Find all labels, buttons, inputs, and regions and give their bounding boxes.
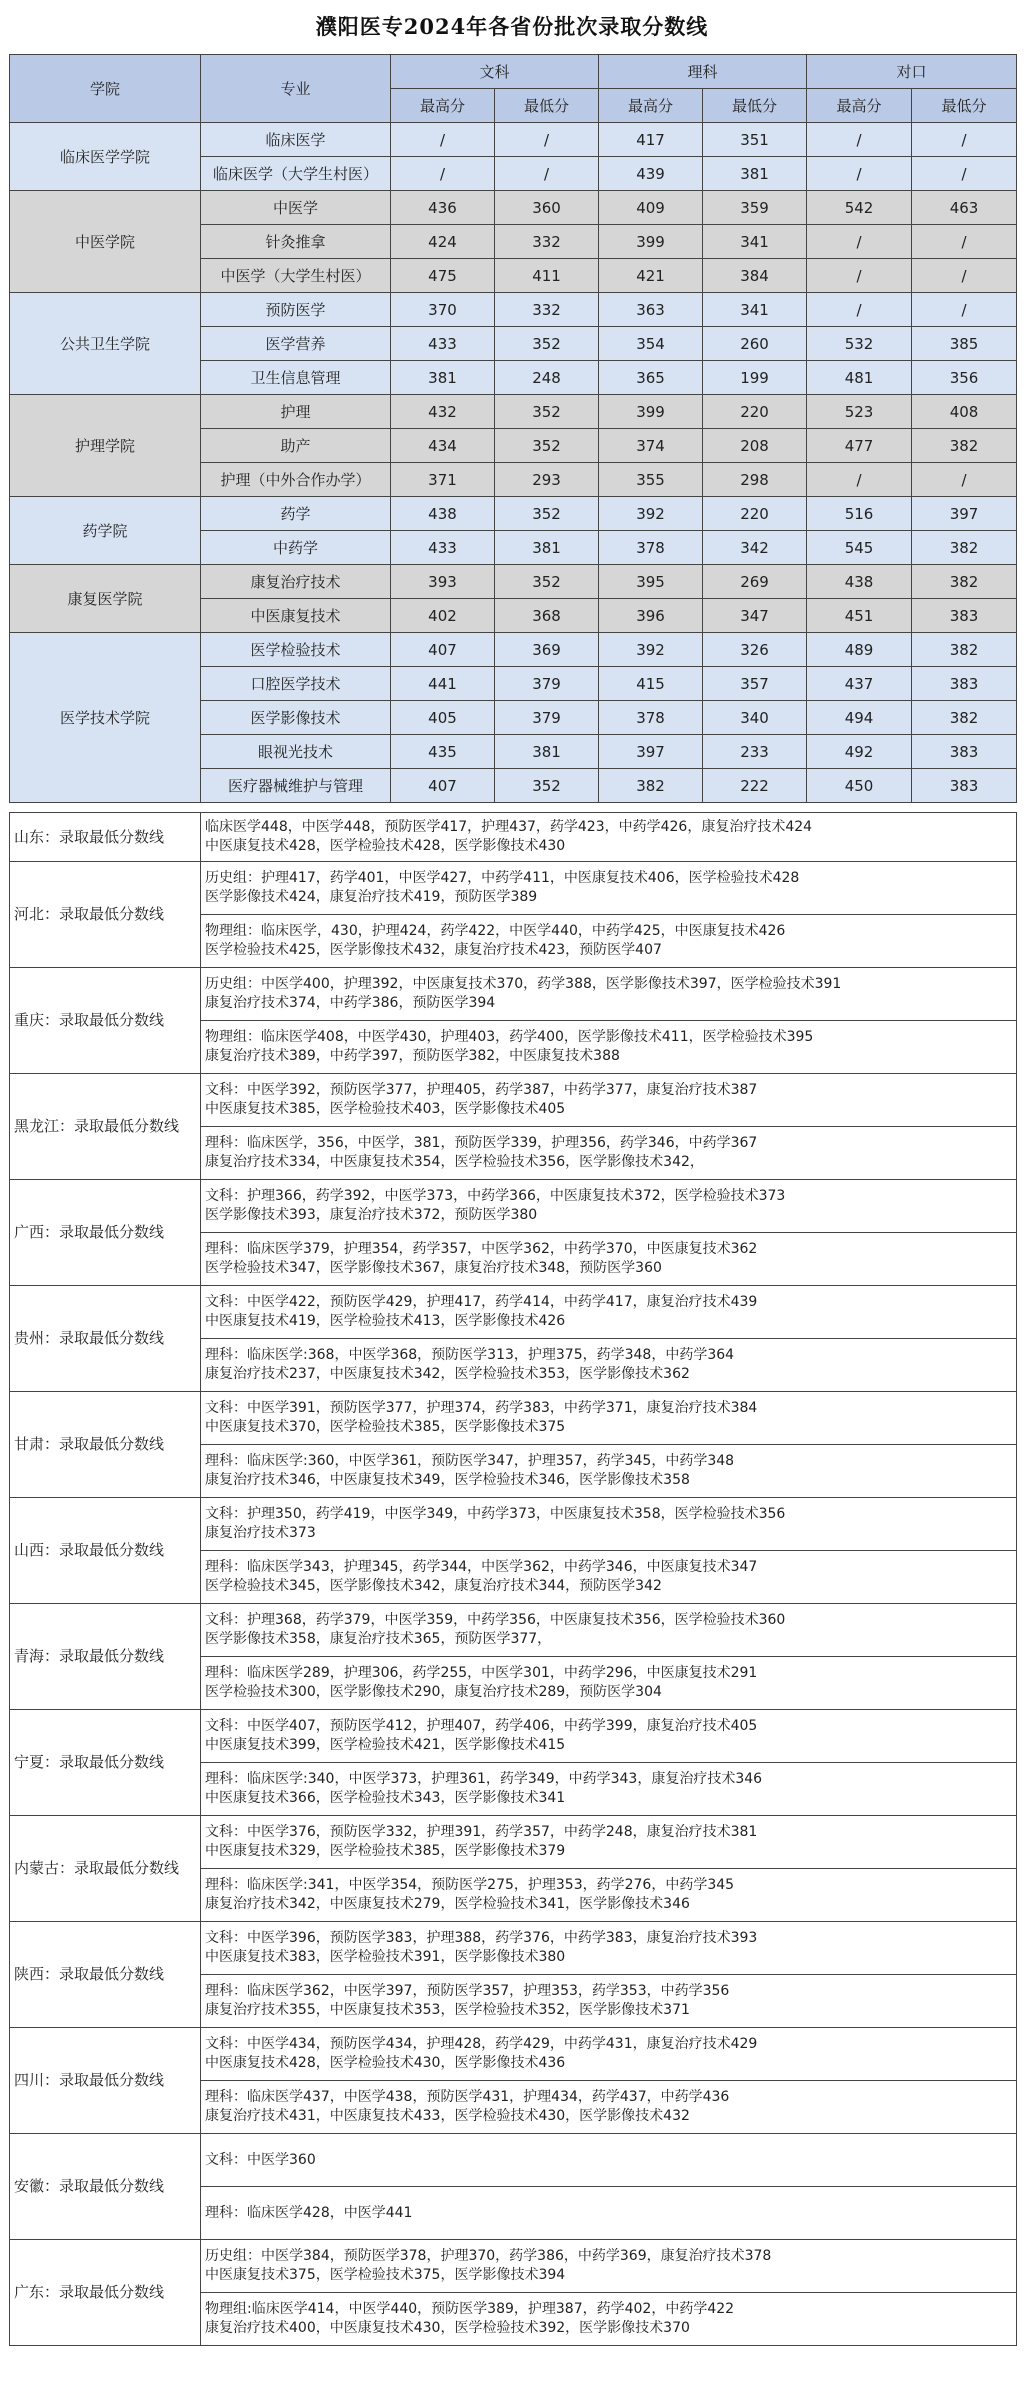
score-cell: / [912,225,1017,259]
major-cell: 卫生信息管理 [201,361,391,395]
province-score-line: 文科：中医学376，预防医学332，护理391，药学357，中药学248，康复治疗技术381 中医康复技术329，医学检验技术385，医学影像技术379 [201,1816,1017,1869]
score-cell: 381 [391,361,495,395]
province-score-line: 物理组:临床医学414，中医学440，预防医学389，护理387，药学402，中药学422 康复治疗技术400，中医康复技术430，医学检验技术392，医学影像技术370 [201,2293,1017,2346]
score-cell: / [807,225,912,259]
major-cell: 医疗器械维护与管理 [201,769,391,803]
province-row [10,1604,1017,1657]
province-row [10,1074,1017,1127]
score-cell: 220 [703,497,807,531]
score-cell: 370 [391,293,495,327]
score-cell: 532 [807,327,912,361]
score-cell: 397 [599,735,703,769]
province-score-line: 文科：中医学360 [201,2134,1017,2187]
score-cell: 340 [703,701,807,735]
province-score-line: 文科：护理350，药学419，中医学349，中药学373，中医康复技术358，医学检验技术356 康复治疗技术373 [201,1498,1017,1551]
score-cell: 357 [703,667,807,701]
score-cell: 374 [599,429,703,463]
province-score-line: 历史组：中医学384，预防医学378，护理370，药学386，中药学369，康复治疗技术378 中医康复技术375，医学检验技术375，医学影像技术394 [201,2240,1017,2293]
header-major: 专业 [201,55,391,123]
major-cell: 中医康复技术 [201,599,391,633]
score-cell: 360 [495,191,599,225]
score-cell: / [391,157,495,191]
province-row [10,1286,1017,1339]
score-cell: 382 [599,769,703,803]
major-cell: 中药学 [201,531,391,565]
score-cell: 395 [599,565,703,599]
college-cell: 护理学院 [10,395,201,497]
score-cell: 494 [807,701,912,735]
major-cell: 药学 [201,497,391,531]
score-cell: 545 [807,531,912,565]
province-score-line: 文科：中医学434，预防医学434，护理428，药学429，中药学431，康复治疗技术429 中医康复技术428，医学检验技术430，医学影像技术436 [201,2028,1017,2081]
province-name: 广东：录取最低分数线 [10,2240,201,2346]
score-cell: 393 [391,565,495,599]
score-cell: 397 [912,497,1017,531]
score-cell: / [912,293,1017,327]
score-cell: 352 [495,497,599,531]
score-cell: 463 [912,191,1017,225]
province-score-line: 文科：中医学407，预防医学412，护理407，药学406，中药学399，康复治疗技术405 中医康复技术399，医学检验技术421，医学影像技术415 [201,1710,1017,1763]
province-score-line: 理科：临床医学:368，中医学368，预防医学313，护理375，药学348，中药学364 康复治疗技术237，中医康复技术342，医学检验技术353，医学影像技术362 [201,1339,1017,1392]
score-cell: 341 [703,225,807,259]
score-cell: 481 [807,361,912,395]
province-name: 重庆：录取最低分数线 [10,968,201,1074]
province-name: 山西：录取最低分数线 [10,1498,201,1604]
major-cell: 康复治疗技术 [201,565,391,599]
header-group-like: 理科 [599,55,807,89]
score-cell: 409 [599,191,703,225]
major-cell: 临床医学 [201,123,391,157]
score-cell: / [807,123,912,157]
score-cell: 378 [599,701,703,735]
score-cell: 385 [912,327,1017,361]
major-cell: 医学营养 [201,327,391,361]
score-cell: 407 [391,769,495,803]
score-cell: 199 [703,361,807,395]
score-cell: 371 [391,463,495,497]
college-cell: 康复医学院 [10,565,201,633]
score-cell: 439 [599,157,703,191]
header-college: 学院 [10,55,201,123]
score-cell: 382 [912,565,1017,599]
province-score-line: 文科：护理366，药学392，中医学373，中药学366，中医康复技术372，医学检验技术373 医学影像技术393，康复治疗技术372，预防医学380 [201,1180,1017,1233]
score-cell: 542 [807,191,912,225]
college-cell: 药学院 [10,497,201,565]
score-cell: / [912,157,1017,191]
score-cell: 293 [495,463,599,497]
score-cell: 438 [391,497,495,531]
score-cell: / [495,123,599,157]
province-body [10,813,1017,2346]
score-cell: 359 [703,191,807,225]
score-cell: 381 [495,531,599,565]
score-cell: 399 [599,395,703,429]
province-score-line: 理科：临床医学437，中医学438，预防医学431，护理434，药学437，中药学436 康复治疗技术431，中医康复技术433，医学检验技术430，医学影像技术432 [201,2081,1017,2134]
score-cell: 523 [807,395,912,429]
score-cell: 298 [703,463,807,497]
province-row [10,1392,1017,1445]
score-cell: / [912,123,1017,157]
province-row [10,2028,1017,2081]
score-cell: 369 [495,633,599,667]
province-score-line: 文科：中医学392，预防医学377，护理405，药学387，中药学377，康复治疗技术387 中医康复技术385，医学检验技术403，医学影像技术405 [201,1074,1017,1127]
score-cell: 382 [912,633,1017,667]
score-cell: 475 [391,259,495,293]
score-cell: 383 [912,735,1017,769]
score-cell: 248 [495,361,599,395]
province-score-line: 理科：临床医学:360，中医学361，预防医学347，护理357，药学345，中药学348 康复治疗技术346，中医康复技术349，医学检验技术346，医学影像技术358 [201,1445,1017,1498]
college-cell: 中医学院 [10,191,201,293]
province-name: 黑龙江：录取最低分数线 [10,1074,201,1180]
score-cell: 355 [599,463,703,497]
province-row [10,1816,1017,1869]
score-cell: 433 [391,327,495,361]
header-max: 最高分 [599,89,703,123]
province-score-line: 文科：中医学396，预防医学383，护理388，药学376，中药学383，康复治疗技术393 中医康复技术383，医学检验技术391，医学影像技术380 [201,1922,1017,1975]
score-cell: 269 [703,565,807,599]
score-cell: 332 [495,293,599,327]
province-row [10,1922,1017,1975]
province-name: 宁夏：录取最低分数线 [10,1710,201,1816]
score-cell: 383 [912,769,1017,803]
score-cell: 516 [807,497,912,531]
score-cell: 383 [912,667,1017,701]
score-cell: 222 [703,769,807,803]
page-title: 濮阳医专2024年各省份批次录取分数线 [315,14,709,39]
score-cell: 208 [703,429,807,463]
major-cell: 中医学 [201,191,391,225]
table-row [10,191,1017,225]
score-cell: 378 [599,531,703,565]
score-body [10,123,1017,803]
province-score-line: 理科：临床医学:341，中医学354，预防医学275，护理353，药学276，中药学345 康复治疗技术342，中医康复技术279，医学检验技术341，医学影像技术346 [201,1869,1017,1922]
header-min: 最低分 [912,89,1017,123]
province-score-line: 物理组：临床医学，430，护理424，药学422，中医学440，中药学425，中医康复技术426 医学检验技术425，医学影像技术432，康复治疗技术423，预防医学407 [201,915,1017,968]
major-cell: 护理 [201,395,391,429]
header-group-duikou: 对口 [807,55,1017,89]
score-table [9,54,1017,803]
score-cell: 407 [391,633,495,667]
province-score-line: 理科：临床医学289，护理306，药学255，中医学301，中药学296，中医康复技术291 医学检验技术300，医学影像技术290，康复治疗技术289，预防医学304 [201,1657,1017,1710]
province-row [10,862,1017,915]
score-cell: / [912,463,1017,497]
score-cell: 396 [599,599,703,633]
province-row [10,968,1017,1021]
province-row [10,1710,1017,1763]
score-cell: 437 [807,667,912,701]
province-score-line: 理科：临床医学:340，中医学373，护理361，药学349，中药学343，康复治疗技术346 中医康复技术366，医学检验技术343，医学影像技术341 [201,1763,1017,1816]
major-cell: 眼视光技术 [201,735,391,769]
province-score-line: 理科：临床医学343，护理345，药学344，中医学362，中药学346，中医康复技术347 医学检验技术345，医学影像技术342，康复治疗技术344，预防医学342 [201,1551,1017,1604]
score-cell: 450 [807,769,912,803]
score-cell: 382 [912,531,1017,565]
score-cell: / [495,157,599,191]
table-row [10,633,1017,667]
province-row [10,2134,1017,2187]
province-score-line: 理科：临床医学362，中医学397，预防医学357，护理353，药学353，中药学356 康复治疗技术355，中医康复技术353，医学检验技术352，医学影像技术371 [201,1975,1017,2028]
province-score-line: 临床医学448，中医学448，预防医学417，护理437，药学423，中药学426，康复治疗技术424 中医康复技术428，医学检验技术428，医学影像技术430 [201,813,1017,862]
major-cell: 中医学（大学生村医） [201,259,391,293]
score-cell: 342 [703,531,807,565]
province-score-line: 物理组：临床医学408，中医学430，护理403，药学400，医学影像技术411，医学检验技术395 康复治疗技术389，中药学397，预防医学382，中医康复技术388 [201,1021,1017,1074]
score-cell: 220 [703,395,807,429]
score-cell: 365 [599,361,703,395]
score-cell: 260 [703,327,807,361]
score-cell: 381 [703,157,807,191]
score-cell: 399 [599,225,703,259]
score-cell: 411 [495,259,599,293]
province-row [10,813,1017,862]
major-cell: 护理（中外合作办学） [201,463,391,497]
province-name: 安徽：录取最低分数线 [10,2134,201,2240]
score-cell: 435 [391,735,495,769]
major-cell: 预防医学 [201,293,391,327]
score-cell: 368 [495,599,599,633]
header-max: 最高分 [807,89,912,123]
major-cell: 医学检验技术 [201,633,391,667]
score-cell: 421 [599,259,703,293]
province-score-line: 理科：临床医学，356，中医学，381，预防医学339，护理356，药学346，中药学367 康复治疗技术334，中医康复技术354，医学检验技术356，医学影像技术342， [201,1127,1017,1180]
score-cell: 436 [391,191,495,225]
province-row [10,1498,1017,1551]
score-cell: 363 [599,293,703,327]
major-cell: 口腔医学技术 [201,667,391,701]
score-cell: 402 [391,599,495,633]
province-name: 内蒙古：录取最低分数线 [10,1816,201,1922]
score-cell: 433 [391,531,495,565]
score-cell: 352 [495,395,599,429]
province-score-line: 历史组：护理417，药学401，中医学427，中药学411，中医康复技术406，医学检验技术428 医学影像技术424，康复治疗技术419，预防医学389 [201,862,1017,915]
table-row [10,395,1017,429]
header-group-wenke: 文科 [391,55,599,89]
score-cell: 424 [391,225,495,259]
province-name: 青海：录取最低分数线 [10,1604,201,1710]
college-cell: 公共卫生学院 [10,293,201,395]
score-cell: 477 [807,429,912,463]
score-cell: 356 [912,361,1017,395]
score-cell: / [912,259,1017,293]
score-cell: 382 [912,701,1017,735]
score-cell: 492 [807,735,912,769]
score-cell: 417 [599,123,703,157]
province-name: 陕西：录取最低分数线 [10,1922,201,2028]
province-table [9,812,1017,2346]
score-cell: 384 [703,259,807,293]
province-name: 四川：录取最低分数线 [10,2028,201,2134]
province-score-line: 文科：中医学422，预防医学429，护理417，药学414，中药学417，康复治疗技术439 中医康复技术419，医学检验技术413，医学影像技术426 [201,1286,1017,1339]
province-score-line: 理科：临床医学379，护理354，药学357，中医学362，中药学370，中医康复技术362 医学检验技术347，医学影像技术367，康复治疗技术348，预防医学360 [201,1233,1017,1286]
header-row-groups [10,55,1017,89]
score-cell: 381 [495,735,599,769]
score-cell: 352 [495,327,599,361]
province-name: 甘肃：录取最低分数线 [10,1392,201,1498]
score-cell: 379 [495,667,599,701]
score-cell: 405 [391,701,495,735]
header-min: 最低分 [703,89,807,123]
score-cell: / [807,259,912,293]
table-row [10,565,1017,599]
score-cell: 441 [391,667,495,701]
major-cell: 医学影像技术 [201,701,391,735]
table-row [10,497,1017,531]
score-cell: 392 [599,497,703,531]
score-cell: 415 [599,667,703,701]
score-cell: 438 [807,565,912,599]
province-name: 贵州：录取最低分数线 [10,1286,201,1392]
score-cell: 352 [495,565,599,599]
score-cell: 382 [912,429,1017,463]
score-cell: 392 [599,633,703,667]
header-max: 最高分 [391,89,495,123]
score-cell: 233 [703,735,807,769]
score-cell: / [807,293,912,327]
college-cell: 医学技术学院 [10,633,201,803]
score-cell: 434 [391,429,495,463]
province-score-line: 历史组：中医学400，护理392，中医康复技术370，药学388，医学影像技术397，医学检验技术391 康复治疗技术374，中药学386，预防医学394 [201,968,1017,1021]
province-row [10,1180,1017,1233]
province-name: 山东：录取最低分数线 [10,813,201,862]
college-cell: 临床医学学院 [10,123,201,191]
score-cell: 489 [807,633,912,667]
major-cell: 临床医学（大学生村医） [201,157,391,191]
province-name: 河北：录取最低分数线 [10,862,201,968]
province-name: 广西：录取最低分数线 [10,1180,201,1286]
score-cell: 352 [495,769,599,803]
score-cell: 332 [495,225,599,259]
major-cell: 助产 [201,429,391,463]
score-cell: 383 [912,599,1017,633]
score-cell: / [807,157,912,191]
score-cell: 408 [912,395,1017,429]
score-cell: / [807,463,912,497]
score-cell: 432 [391,395,495,429]
score-cell: 451 [807,599,912,633]
score-cell: 354 [599,327,703,361]
table-row [10,293,1017,327]
province-score-line: 文科：中医学391，预防医学377，护理374，药学383，中药学371，康复治疗技术384 中医康复技术370，医学检验技术385，医学影像技术375 [201,1392,1017,1445]
score-cell: 326 [703,633,807,667]
score-cell: 347 [703,599,807,633]
score-cell: 351 [703,123,807,157]
header-min: 最低分 [495,89,599,123]
table-row [10,123,1017,157]
score-cell: 379 [495,701,599,735]
province-row [10,2240,1017,2293]
score-cell: / [391,123,495,157]
score-cell: 341 [703,293,807,327]
province-score-line: 文科：护理368，药学379，中医学359，中药学356，中医康复技术356，医学检验技术360 医学影像技术358，康复治疗技术365，预防医学377， [201,1604,1017,1657]
score-cell: 352 [495,429,599,463]
major-cell: 针灸推拿 [201,225,391,259]
province-score-line: 理科：临床医学428，中医学441 [201,2187,1017,2240]
